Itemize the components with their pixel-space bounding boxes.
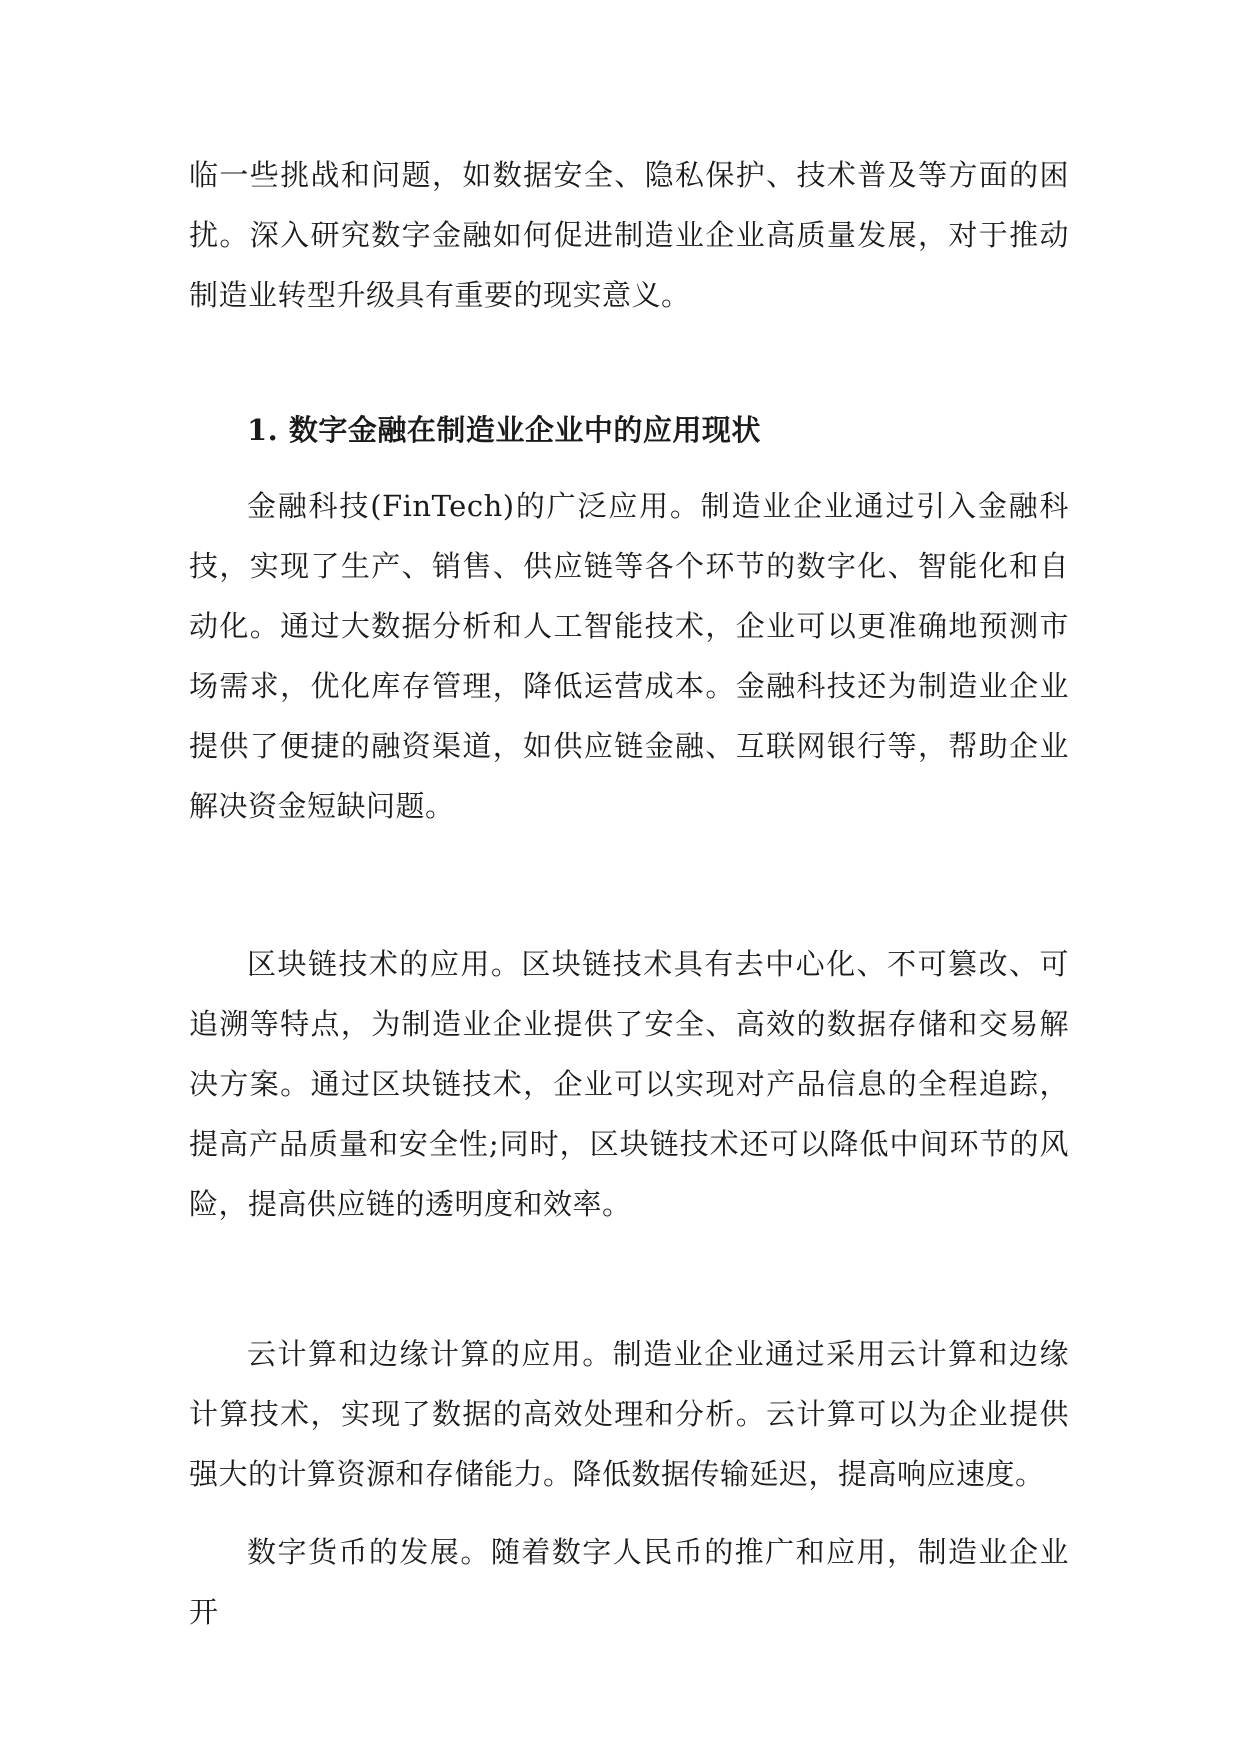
paragraph-fintech: 金融科技(FinTech)的广泛应用。制造业企业通过引入金融科技，实现了生产、销售、供应链等各个环节的数字化、智能化和自动化。通过大数据分析和人工智能技术，企业可以更准确地预测市场需求，优化库存管理，降低运营成本。金融科技还为制造业企业提供了便捷的融资渠道，如供应链金融、互联网银行等，帮助企业解决资金短缺问题。 [189, 489, 1069, 823]
paragraph-blockchain: 区块链技术的应用。区块链技术具有去中心化、不可篡改、可追溯等特点，为制造业企业提供了安全、高效的数据存储和交易解决方案。通过区块链技术，企业可以实现对产品信息的全程追踪，提高产品质量和安全性;同时，区块链技术还可以降低中间环节的风险，提高供应链的透明度和效率。 [189, 947, 1069, 1221]
section-heading: 1. 数字金融在制造业企业中的应用现状 [247, 413, 761, 447]
paragraph-digital-currency: 数字货币的发展。随着数字人民币的推广和应用，制造业企业开 [189, 1535, 1069, 1629]
paragraph-cloud-computing: 云计算和边缘计算的应用。制造业企业通过采用云计算和边缘计算技术，实现了数据的高效处理和分析。云计算可以为企业提供强大的计算资源和存储能力。降低数据传输延迟，提高响应速度。 [189, 1337, 1069, 1491]
intro-paragraph: 临一些挑战和问题，如数据安全、隐私保护、技术普及等方面的困扰。深入研究数字金融如何促进制造业企业高质量发展，对于推动制造业转型升级具有重要的现实意义。 [189, 158, 1069, 312]
